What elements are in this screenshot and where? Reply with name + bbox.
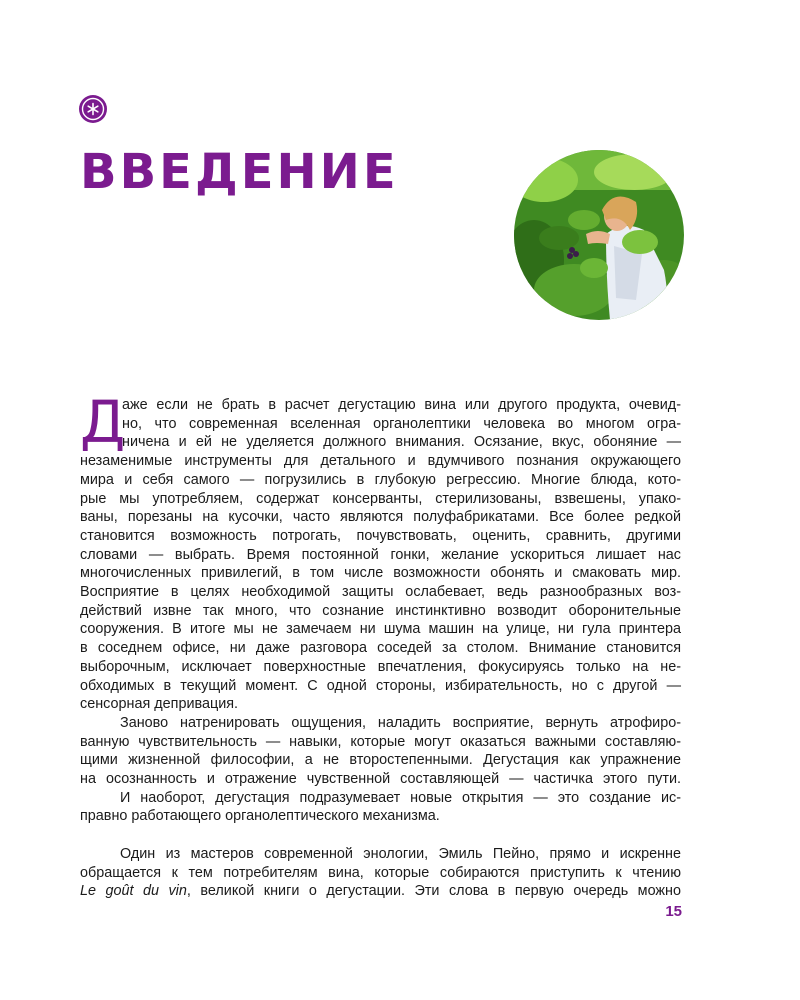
text-line: сенсорная депривация. [80, 696, 239, 713]
page-number: 15 [665, 903, 682, 920]
drop-cap: Д [80, 388, 126, 456]
text-line: И наоборот, дегустация подразумевает новые открытия — это создание ис- [120, 789, 681, 806]
text-line: Заново натренировать ощущения, наладить восприятие, вернуть атрофиро- [120, 714, 681, 731]
section-title: ВВЕДЕНИЕ [80, 144, 399, 200]
text-line: ваны, порезаны на кусочки, часто являются полуфабрикатами. Все более редкой [80, 509, 681, 526]
text-line: сооружения. В итоге мы не замечаем ни шума машин на улице, ни гула принтера [80, 621, 681, 638]
text-line: ничена и ей не уделяется должного внимания. Осязание, вкус, обоняние — [122, 434, 681, 451]
body-text [80, 388, 681, 901]
text-line: действий извне так много, что сознание инстинктивно возводит оборонительные [80, 602, 681, 619]
vineyard-photo-icon [514, 150, 684, 320]
asterisk-flower-icon [78, 94, 108, 124]
text-line: но, что современная вселенная органолептики человека во многом огра- [122, 415, 681, 432]
section-badge [78, 94, 108, 124]
text-line: выборочным, исключает поверхностные впечатления, фокусируясь только на не- [80, 658, 681, 675]
text-line: становится возможность потрогать, почувствовать, оценить, сравнить, другими [80, 527, 681, 544]
text-line: в соседнем офисе, ни даже разговора соседей за столом. Внимание становится [80, 640, 681, 657]
text-line-with-title [80, 882, 681, 901]
text-line: словами — выбрать. Время постоянной гонки, желание ускориться лишает нас [80, 546, 681, 563]
text-line: незаменимые инструменты для детального и вдумчивого познания окружающего [80, 453, 681, 470]
text-line: мира и себя самого — погрузились в глубокую регрессию. Многие блюда, кото- [80, 471, 681, 488]
text-line: обращается к тем потребителям вина, которые собираются приступить к чтению [80, 864, 681, 881]
text-line: рые мы употребляем, содержат консерванты, стерилизованы, взвешены, упако- [80, 490, 681, 507]
text-line: аже если не брать в расчет дегустацию вина или другого продукта, очевид- [122, 397, 681, 413]
text-line: обходимых в текущий момент. С одной стороны, избирательность, но с другой — [80, 677, 681, 694]
text-line: многочисленных привилегий, в том числе возможности обонять и смаковать мир. [80, 565, 681, 582]
text-line: щими жизненной философии, а не второстепенными. Дегустация как упражнение [80, 752, 681, 769]
text-line: на осознанность и отражение чувственной составляющей — частичка этого пути. [80, 771, 681, 788]
paragraph-gap [80, 826, 681, 845]
text-line: ванную чувствительность — навыки, которые могут оказаться важными составляю- [80, 733, 681, 750]
vineyard-photo [514, 150, 684, 320]
text-line: Восприятие в целях необходимой защиты ослабевает, ведь разнообразных воз- [80, 584, 681, 601]
text-line: правно работающего органолептического механизма. [80, 808, 440, 825]
text-line: Один из мастеров современной энологии, Эмиль Пейно, прямо и искренне [120, 845, 681, 862]
book-title: Le goût du vin [80, 883, 187, 900]
text-line-tail: , великой книги о дегустации. Эти слова в первую очередь можно [186, 883, 681, 900]
